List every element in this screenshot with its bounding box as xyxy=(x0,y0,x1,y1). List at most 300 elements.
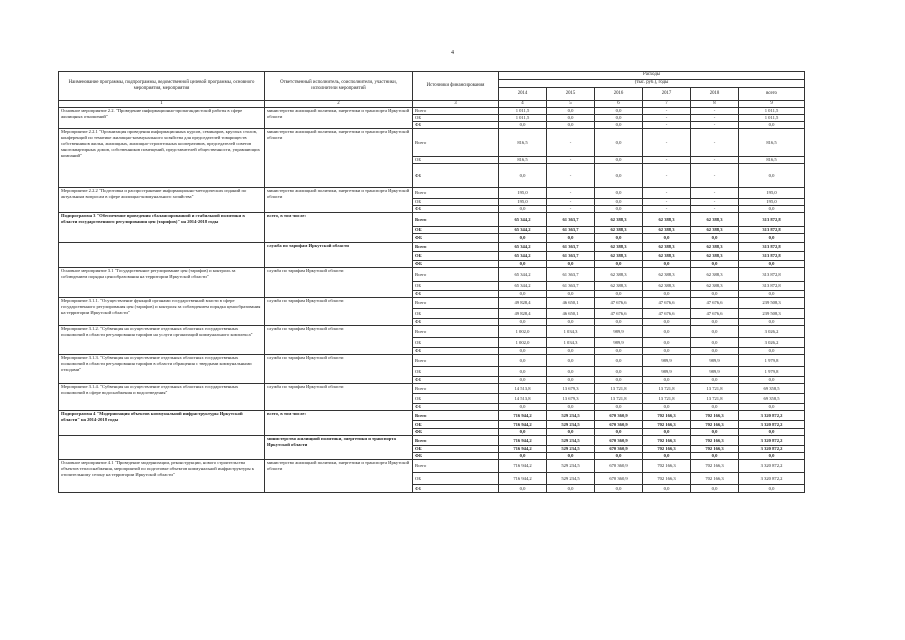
year-value-cell: 62 388,3 xyxy=(595,252,643,261)
year-value-cell: 0,0 xyxy=(643,404,691,411)
year-value-cell: 702 166,3 xyxy=(691,460,739,473)
year-value-cell: 195,0 xyxy=(499,188,547,199)
funding-source-cell: Всего xyxy=(413,213,499,227)
program-name-cell: Мероприятие 3.1.4. "Субвенция на осуществление отдельных областных государственных полномочий в сфере водоснабжения и водоотведения" xyxy=(59,384,265,411)
year-value-cell: - xyxy=(691,199,739,206)
program-name-cell xyxy=(59,436,265,460)
executor-cell: всего, в том числе: xyxy=(265,213,413,243)
table-row xyxy=(59,355,805,367)
year-value-cell: 702 166,3 xyxy=(691,411,739,421)
year-value-cell: 65 344,2 xyxy=(499,213,547,227)
year-value-cell: 716 944,2 xyxy=(499,436,547,446)
table-row xyxy=(59,129,805,157)
year-value-cell: 0,0 xyxy=(547,115,595,122)
year-value-cell: 62 388,3 xyxy=(643,243,691,252)
year-value-cell: 195,0 xyxy=(499,199,547,206)
year-value-cell: - xyxy=(643,115,691,122)
funding-source-cell: ФБ xyxy=(413,404,499,411)
year-value-cell: 702 166,3 xyxy=(643,446,691,453)
year-value-cell: 0,0 xyxy=(499,355,547,367)
year-value-cell: 0,0 xyxy=(547,291,595,298)
program-name-cell xyxy=(59,243,265,268)
year-value-cell: 0,0 xyxy=(595,164,643,188)
year-value-cell: 0,0 xyxy=(691,453,739,460)
year-value-cell: 716 944,2 xyxy=(499,460,547,473)
year-value-cell: 1 011,5 xyxy=(499,115,547,122)
year-value-cell: 62 388,3 xyxy=(691,243,739,252)
funding-source-cell: ФБ xyxy=(413,377,499,384)
year-value-cell: 65 344,2 xyxy=(499,282,547,291)
year-value-cell: 0,0 xyxy=(499,122,547,129)
year-value-cell: 0,0 xyxy=(691,338,739,348)
column-number: 4 xyxy=(499,101,547,108)
year-value-cell: 0,0 xyxy=(691,485,739,493)
executor-cell: служба по тарифам Иркутской области xyxy=(265,243,413,268)
year-value-cell: 702 166,3 xyxy=(643,421,691,429)
year-value-cell: - xyxy=(691,164,739,188)
funding-source-cell: ФБ xyxy=(413,319,499,326)
funding-source-cell: ОБ xyxy=(413,115,499,122)
funding-source-cell: ОБ xyxy=(413,252,499,261)
year-value-cell: 0,0 xyxy=(643,291,691,298)
year-value-cell: 62 388,3 xyxy=(595,282,643,291)
year-value-cell: 13 679,3 xyxy=(547,384,595,394)
year-value-cell: 670 360,9 xyxy=(595,460,643,473)
year-value-cell: 702 166,3 xyxy=(691,446,739,453)
year-value-cell: 0,0 xyxy=(499,377,547,384)
year-value-cell: 14 513,8 xyxy=(499,394,547,404)
year-value-cell: 61 363,7 xyxy=(547,227,595,234)
year-value-cell: 670 360,9 xyxy=(595,421,643,429)
year-value-cell: 62 388,3 xyxy=(691,227,739,234)
table-row xyxy=(59,243,805,252)
year-value-cell: 61 363,7 xyxy=(547,252,595,261)
program-name-cell: Мероприятие 3.1.3. "Субвенция на осуществление отдельных областных государственных полномочий в области регулирования тарифов в области обращения с твердыми коммунальными отходами" xyxy=(59,355,265,384)
column-number: 2 xyxy=(265,101,413,108)
executor-cell: служба по тарифам Иркутской области xyxy=(265,268,413,298)
header-row-1 xyxy=(59,72,805,80)
year-value-cell: 61 363,7 xyxy=(547,213,595,227)
executor-cell: служба по тарифам Иркутской области xyxy=(265,326,413,355)
year-value-cell: 0,0 xyxy=(595,453,643,460)
funding-source-cell: ФБ xyxy=(413,234,499,243)
year-value-cell: 0,0 xyxy=(499,404,547,411)
year-value-cell: 670 360,9 xyxy=(595,411,643,421)
year-value-cell: 62 388,3 xyxy=(643,282,691,291)
executor-cell: министерство жилищной политики, энергетики и транспорта Иркутской области xyxy=(265,460,413,493)
year-value-cell: 62 388,3 xyxy=(595,227,643,234)
year-value-cell: 62 388,3 xyxy=(643,268,691,282)
year-value-cell: 816,5 xyxy=(499,129,547,157)
year-value-cell: - xyxy=(643,108,691,115)
year-value-cell: - xyxy=(691,122,739,129)
column-number: 9 xyxy=(739,101,805,108)
total-value-cell: 3 320 872,2 xyxy=(739,421,805,429)
funding-source-cell: Всего xyxy=(413,355,499,367)
year-value-cell: - xyxy=(643,164,691,188)
year-value-cell: 0,0 xyxy=(547,429,595,436)
year-value-cell: 0,0 xyxy=(595,199,643,206)
year-value-cell: 62 388,3 xyxy=(595,243,643,252)
year-value-cell: 1 002,0 xyxy=(499,326,547,338)
funding-source-cell: ФБ xyxy=(413,291,499,298)
funding-source-cell: ФБ xyxy=(413,453,499,460)
year-value-cell: 61 363,7 xyxy=(547,268,595,282)
year-value-cell: 702 166,3 xyxy=(643,460,691,473)
year-value-cell: 65 344,2 xyxy=(499,252,547,261)
year-value-cell: 0,0 xyxy=(595,108,643,115)
year-value-cell: 989,9 xyxy=(595,326,643,338)
header-total: всего xyxy=(739,88,805,101)
header-name: Наименование программы, подпрограммы, ведомственной целевой программы, основного мероприятия, мероприятия xyxy=(59,72,265,101)
total-value-cell: 313 872,8 xyxy=(739,243,805,252)
year-value-cell: 47 676,6 xyxy=(643,298,691,309)
column-number: 7 xyxy=(643,101,691,108)
year-value-cell: 0,0 xyxy=(499,319,547,326)
expenses-table xyxy=(58,71,805,493)
year-value-cell: - xyxy=(643,188,691,199)
funding-source-cell: ОБ xyxy=(413,338,499,348)
column-number: 1 xyxy=(59,101,265,108)
funding-source-cell: ОБ xyxy=(413,421,499,429)
total-value-cell: 3 026,2 xyxy=(739,338,805,348)
total-value-cell: 3 320 872,2 xyxy=(739,411,805,421)
funding-source-cell: Всего xyxy=(413,268,499,282)
year-value-cell: 0,0 xyxy=(691,291,739,298)
year-value-cell: - xyxy=(691,129,739,157)
year-value-cell: 0,0 xyxy=(547,261,595,268)
total-value-cell: 0,0 xyxy=(739,429,805,436)
header-units: (тыс. руб.), годы xyxy=(499,80,805,88)
total-value-cell: 195,0 xyxy=(739,199,805,206)
executor-cell: служба по тарифам Иркутской области xyxy=(265,298,413,326)
year-value-cell: 13 721,8 xyxy=(643,394,691,404)
executor-cell: министерство жилищной политики, энергетики и транспорта Иркутской области xyxy=(265,436,413,460)
funding-source-cell: ОБ xyxy=(413,157,499,164)
year-value-cell: 1 034,3 xyxy=(547,338,595,348)
year-value-cell: 0,0 xyxy=(691,404,739,411)
year-value-cell: 529 234,5 xyxy=(547,411,595,421)
year-value-cell: 0,0 xyxy=(595,129,643,157)
funding-source-cell: Всего xyxy=(413,460,499,473)
table-row xyxy=(59,108,805,115)
funding-source-cell: Всего xyxy=(413,129,499,157)
year-value-cell: 61 363,7 xyxy=(547,282,595,291)
year-value-cell: 0,0 xyxy=(643,348,691,355)
funding-source-cell: ОБ xyxy=(413,227,499,234)
total-value-cell: 1 011,5 xyxy=(739,115,805,122)
total-value-cell: 3 320 872,2 xyxy=(739,460,805,473)
total-value-cell: 0,0 xyxy=(739,377,805,384)
year-value-cell: 0,0 xyxy=(547,234,595,243)
year-value-cell: 0,0 xyxy=(547,485,595,493)
year-value-cell: 62 388,3 xyxy=(643,252,691,261)
year-value-cell: 670 360,9 xyxy=(595,446,643,453)
year-value-cell: 62 388,3 xyxy=(595,268,643,282)
funding-source-cell: ОБ xyxy=(413,394,499,404)
header-year: 2015 xyxy=(547,88,595,101)
total-value-cell: 3 320 872,2 xyxy=(739,473,805,485)
year-value-cell: 0,0 xyxy=(643,319,691,326)
column-number: 3 xyxy=(413,101,499,108)
header-expenses: Расходы xyxy=(499,72,805,80)
funding-source-cell: ФБ xyxy=(413,429,499,436)
year-value-cell: 0,0 xyxy=(547,367,595,377)
year-value-cell: 0,0 xyxy=(691,234,739,243)
table-row xyxy=(59,411,805,421)
year-value-cell: 989,9 xyxy=(643,367,691,377)
year-value-cell: 0,0 xyxy=(499,164,547,188)
year-value-cell: 0,0 xyxy=(595,157,643,164)
total-value-cell: 0,0 xyxy=(739,206,805,213)
year-value-cell: 0,0 xyxy=(691,429,739,436)
year-value-cell: - xyxy=(643,122,691,129)
funding-source-cell: Всего xyxy=(413,384,499,394)
year-value-cell: 65 344,2 xyxy=(499,243,547,252)
year-value-cell: 62 388,3 xyxy=(691,282,739,291)
year-value-cell: 670 360,9 xyxy=(595,436,643,446)
year-value-cell: 49 828,4 xyxy=(499,298,547,309)
year-value-cell: - xyxy=(691,157,739,164)
funding-source-cell: Всего xyxy=(413,411,499,421)
funding-source-cell: ОБ xyxy=(413,367,499,377)
total-value-cell: 0,0 xyxy=(739,485,805,493)
year-value-cell: - xyxy=(547,188,595,199)
year-value-cell: 62 388,3 xyxy=(691,268,739,282)
year-value-cell: 0,0 xyxy=(643,485,691,493)
year-value-cell: 0,0 xyxy=(595,122,643,129)
year-value-cell: 0,0 xyxy=(595,377,643,384)
year-value-cell: 529 234,5 xyxy=(547,473,595,485)
total-value-cell: 69 358,5 xyxy=(739,384,805,394)
total-value-cell: 3 026,2 xyxy=(739,326,805,338)
year-value-cell: 0,0 xyxy=(499,429,547,436)
year-value-cell: 529 234,5 xyxy=(547,460,595,473)
executor-cell: министерство жилищной политики, энергетики и транспорта Иркутской области xyxy=(265,129,413,188)
year-value-cell: 716 944,2 xyxy=(499,411,547,421)
total-value-cell: 313 872,8 xyxy=(739,213,805,227)
year-value-cell: - xyxy=(691,115,739,122)
year-value-cell: 716 944,2 xyxy=(499,446,547,453)
year-value-cell: 702 166,3 xyxy=(691,473,739,485)
year-value-cell: 0,0 xyxy=(595,206,643,213)
expenses-document xyxy=(58,71,804,493)
year-value-cell: 0,0 xyxy=(499,485,547,493)
year-value-cell: 0,0 xyxy=(595,355,643,367)
year-value-cell: 816,5 xyxy=(499,157,547,164)
executor-cell: всего, в том числе: xyxy=(265,411,413,436)
program-name-cell: Основное мероприятие 4.1 "Проведение модернизации, реконструкции, нового строительства объектов теплоснабжения, мероприятий по подготовке объектов коммунальной инфраструктуры к отопительному сезону на территории Иркутской области" xyxy=(59,460,265,493)
total-value-cell: 0,0 xyxy=(739,261,805,268)
year-value-cell: 0,0 xyxy=(547,377,595,384)
funding-source-cell: Всего xyxy=(413,188,499,199)
program-name-cell: Подпрограмма 4 "Модернизация объектов коммунальной инфраструктуры Иркутской области" на 2014-2018 годы xyxy=(59,411,265,436)
year-value-cell: - xyxy=(547,129,595,157)
year-value-cell: 0,0 xyxy=(691,377,739,384)
table-row xyxy=(59,268,805,282)
year-value-cell: - xyxy=(691,206,739,213)
year-value-cell: 47 676,6 xyxy=(595,309,643,319)
funding-source-cell: ФБ xyxy=(413,122,499,129)
year-value-cell: 0,0 xyxy=(691,261,739,268)
year-value-cell: 0,0 xyxy=(547,319,595,326)
funding-source-cell: ОБ xyxy=(413,199,499,206)
year-value-cell: 702 166,3 xyxy=(643,436,691,446)
year-value-cell: - xyxy=(547,164,595,188)
table-row xyxy=(59,384,805,394)
executor-cell: служба по тарифам Иркутской области xyxy=(265,384,413,411)
year-value-cell: - xyxy=(643,157,691,164)
year-value-cell: 1 011,5 xyxy=(499,108,547,115)
year-value-cell: 0,0 xyxy=(643,453,691,460)
year-value-cell: 0,0 xyxy=(547,404,595,411)
year-value-cell: 0,0 xyxy=(595,115,643,122)
program-name-cell: Мероприятие 2.2.2 "Подготовка и распространение информационно-методических изданий по актуальным вопросам в сфере жилищно-коммунального хозяйства" xyxy=(59,188,265,213)
year-value-cell: 989,9 xyxy=(691,367,739,377)
year-value-cell: - xyxy=(643,199,691,206)
table-row xyxy=(59,188,805,199)
header-year: 2014 xyxy=(499,88,547,101)
year-value-cell: 47 676,6 xyxy=(691,309,739,319)
year-value-cell: 61 363,7 xyxy=(547,243,595,252)
year-value-cell: 1 002,0 xyxy=(499,338,547,348)
page-number: 4 xyxy=(451,50,454,56)
year-value-cell: 13 721,8 xyxy=(691,394,739,404)
table-row xyxy=(59,326,805,338)
year-value-cell: 0,0 xyxy=(499,261,547,268)
total-value-cell: 816,5 xyxy=(739,129,805,157)
year-value-cell: 0,0 xyxy=(643,429,691,436)
year-value-cell: 13 721,8 xyxy=(595,394,643,404)
funding-source-cell: ОБ xyxy=(413,473,499,485)
year-value-cell: 0,0 xyxy=(547,108,595,115)
year-value-cell: 0,0 xyxy=(643,234,691,243)
year-value-cell: 0,0 xyxy=(691,348,739,355)
total-value-cell: 3 320 872,2 xyxy=(739,436,805,446)
year-value-cell: 716 944,2 xyxy=(499,473,547,485)
year-value-cell: 702 166,3 xyxy=(643,473,691,485)
table-row xyxy=(59,298,805,309)
table-row xyxy=(59,436,805,446)
funding-source-cell: ФБ xyxy=(413,261,499,268)
year-value-cell: 65 344,2 xyxy=(499,227,547,234)
year-value-cell: 716 944,2 xyxy=(499,421,547,429)
year-value-cell: - xyxy=(547,206,595,213)
year-value-cell: 13 679,3 xyxy=(547,394,595,404)
year-value-cell: - xyxy=(691,108,739,115)
total-value-cell: 0,0 xyxy=(739,122,805,129)
year-value-cell: - xyxy=(547,199,595,206)
year-value-cell: 0,0 xyxy=(595,404,643,411)
year-value-cell: 47 676,6 xyxy=(595,298,643,309)
year-value-cell: 65 344,2 xyxy=(499,268,547,282)
year-value-cell: 0,0 xyxy=(595,234,643,243)
year-value-cell: 0,0 xyxy=(595,348,643,355)
funding-source-cell: ОБ xyxy=(413,446,499,453)
year-value-cell: 0,0 xyxy=(691,326,739,338)
total-value-cell: 1 011,5 xyxy=(739,108,805,115)
program-name-cell: Основное мероприятие 2.2. "Проведение информационно-пропагандистской работы в сфере жилищных отношений" xyxy=(59,108,265,129)
total-value-cell: 195,0 xyxy=(739,188,805,199)
year-value-cell: 0,0 xyxy=(499,206,547,213)
year-value-cell: 702 166,3 xyxy=(691,436,739,446)
year-value-cell: 47 676,6 xyxy=(643,309,691,319)
year-value-cell: 47 676,6 xyxy=(691,298,739,309)
year-value-cell: 62 388,3 xyxy=(691,213,739,227)
header-source: Источники финансирования xyxy=(413,72,499,101)
year-value-cell: 0,0 xyxy=(643,377,691,384)
total-value-cell: 3 320 872,2 xyxy=(739,446,805,453)
year-value-cell: - xyxy=(643,206,691,213)
program-name-cell: Мероприятие 3.1.1. "Осуществление функций органами государственной власти в сфере государственного регулирования цен (тарифов) и контроля за соблюдением порядка ценообразования на территории Иркутской области" xyxy=(59,298,265,326)
header-year: 2017 xyxy=(643,88,691,101)
year-value-cell: 989,9 xyxy=(643,355,691,367)
year-value-cell: 1 034,3 xyxy=(547,326,595,338)
year-value-cell: 670 360,9 xyxy=(595,473,643,485)
year-value-cell: 0,0 xyxy=(595,485,643,493)
program-name-cell: Мероприятие 2.2.1 "Организация проведения информационных курсов, семинаров, круглых столов, конференций по тематике жилищно-коммунального хозяйства для председателей товариществ собственников жилья, жилищных, жилищно-строительных кооперативов, председателей советов многоквартирных домов, собственников помещений, представителей общественности, управляющих компаний" xyxy=(59,129,265,188)
year-value-cell: 529 234,5 xyxy=(547,436,595,446)
table-row xyxy=(59,213,805,227)
funding-source-cell: Всего xyxy=(413,298,499,309)
total-value-cell: 239 508,3 xyxy=(739,309,805,319)
funding-source-cell: Всего xyxy=(413,436,499,446)
year-value-cell: 702 166,3 xyxy=(691,421,739,429)
total-value-cell: 0,0 xyxy=(739,404,805,411)
executor-cell: министерство жилищной политики, энергетики и транспорта Иркутской области xyxy=(265,108,413,129)
year-value-cell: 62 388,3 xyxy=(691,252,739,261)
total-value-cell: 0,0 xyxy=(739,234,805,243)
year-value-cell: 0,0 xyxy=(595,429,643,436)
year-value-cell: - xyxy=(547,157,595,164)
header-year: 2016 xyxy=(595,88,643,101)
header-year: 2018 xyxy=(691,88,739,101)
year-value-cell: 0,0 xyxy=(595,367,643,377)
year-value-cell: 62 388,3 xyxy=(643,213,691,227)
year-value-cell: 0,0 xyxy=(547,348,595,355)
total-value-cell: 313 872,8 xyxy=(739,282,805,291)
year-value-cell: 529 234,5 xyxy=(547,421,595,429)
year-value-cell: 989,9 xyxy=(691,355,739,367)
year-value-cell: 0,0 xyxy=(643,326,691,338)
funding-source-cell: Всего xyxy=(413,108,499,115)
total-value-cell: 1 979,8 xyxy=(739,355,805,367)
total-value-cell: 0,0 xyxy=(739,348,805,355)
total-value-cell: 0,0 xyxy=(739,319,805,326)
total-value-cell: 0,0 xyxy=(739,291,805,298)
year-value-cell: 0,0 xyxy=(691,319,739,326)
funding-source-cell: ФБ xyxy=(413,348,499,355)
year-value-cell: 0,0 xyxy=(499,291,547,298)
funding-source-cell: Всего xyxy=(413,326,499,338)
table-body xyxy=(59,72,805,493)
column-number: 8 xyxy=(691,101,739,108)
total-value-cell: 313 872,8 xyxy=(739,252,805,261)
funding-source-cell: ФБ xyxy=(413,164,499,188)
year-value-cell: 0,0 xyxy=(643,261,691,268)
header-executor: Ответственный исполнитель, соисполнители, участники, исполнители мероприятий xyxy=(265,72,413,101)
funding-source-cell: ФБ xyxy=(413,485,499,493)
funding-source-cell: Всего xyxy=(413,243,499,252)
year-value-cell: 62 388,3 xyxy=(595,213,643,227)
total-value-cell: 1 979,8 xyxy=(739,367,805,377)
year-value-cell: 13 721,8 xyxy=(595,384,643,394)
year-value-cell: 0,0 xyxy=(547,453,595,460)
column-number: 6 xyxy=(595,101,643,108)
total-value-cell: 239 508,3 xyxy=(739,298,805,309)
year-value-cell: 0,0 xyxy=(595,291,643,298)
total-value-cell: 313 872,8 xyxy=(739,227,805,234)
